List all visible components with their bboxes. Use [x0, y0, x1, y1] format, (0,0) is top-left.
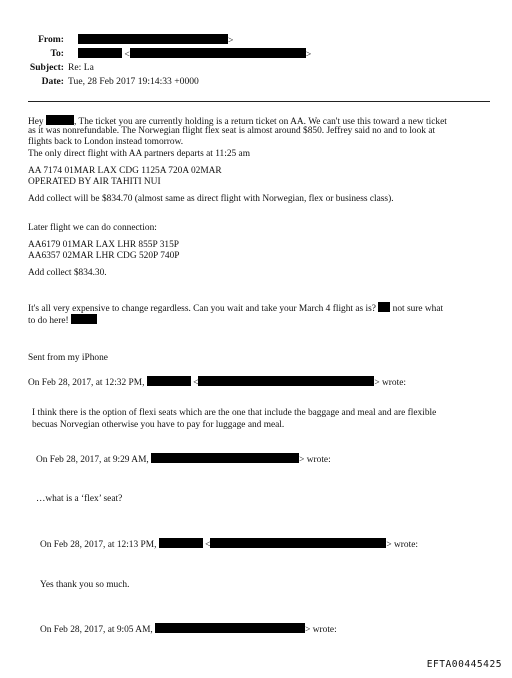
redacted-email — [151, 453, 299, 463]
body-line: It's all very expensive to change regardless. Can you wait and take your March 4 flight as is? not sure what — [28, 304, 444, 314]
redacted-signature — [71, 314, 97, 324]
redacted-to-name — [78, 48, 122, 58]
bates-number: EFTA00445425 — [426, 659, 502, 670]
to-lt: < — [124, 49, 130, 60]
quoted-body-line: Yes thank you so much. — [40, 580, 130, 590]
date-label: Date: — [41, 76, 64, 87]
quote-attribution: On Feb 28, 2017, at 12:13 PM, < > wrote: — [40, 540, 418, 550]
body-line: as it was nonrefundable. The Norwegian flight flex seat is almost around $850. Jeffrey said no and to look at — [28, 126, 436, 136]
redacted-email — [198, 376, 374, 386]
redacted-email — [210, 538, 386, 548]
quoted-body-line: I think there is the option of flexi seats which are the one that include the baggage and meal and are flexible — [32, 408, 437, 418]
subject-label: Subject: — [29, 62, 64, 73]
from-label: From: — [38, 34, 64, 45]
flight-itinerary-line: AA6357 02MAR LHR CDG 520P 740P — [28, 251, 180, 261]
to-label: To: — [50, 48, 64, 59]
quoted-body-line: becuas Norvegian otherwise you have to pay for luggage and meal. — [32, 420, 285, 430]
body-line: Add collect $834.30. — [28, 268, 107, 278]
flight-itinerary-line: OPERATED BY AIR TAHITI NUI — [28, 177, 161, 187]
body-line: flights back to London instead tomorrow. — [28, 137, 184, 147]
flight-itinerary-line: AA 7174 01MAR LAX CDG 1125A 720A 02MAR — [28, 166, 222, 176]
body-line: The only direct flight with AA partners departs at 11:25 am — [28, 149, 250, 159]
body-line: Later flight we can do connection: — [28, 223, 157, 233]
redacted-recipient-name — [46, 115, 74, 125]
quoted-body-line: …what is a ‘flex’ seat? — [36, 494, 123, 504]
body-line: Add collect will be $834.70 (almost same as direct flight with Norwegian, flex or business class). — [28, 194, 394, 204]
body-line: Hey , The ticket you are currently holding is a return ticket on AA. We can't use this toward a new ticket — [28, 117, 447, 127]
redacted-from-name — [78, 34, 228, 44]
redacted-name — [378, 302, 390, 312]
to-gt: > — [305, 49, 312, 60]
redacted-name — [159, 538, 203, 548]
redacted-email — [155, 623, 305, 633]
quote-attribution: On Feb 28, 2017, at 9:05 AM, > wrote: — [40, 625, 337, 635]
sent-from-line: Sent from my iPhone — [28, 353, 108, 363]
quote-attribution: On Feb 28, 2017, at 9:29 AM, > wrote: — [36, 455, 331, 465]
quote-attribution: On Feb 28, 2017, at 12:32 PM, < > wrote: — [28, 378, 406, 388]
flight-itinerary-line: AA6179 01MAR LAX LHR 855P 315P — [28, 240, 179, 250]
from-gt: > — [228, 35, 234, 46]
body-line: to do here! — [28, 314, 97, 328]
header-divider — [28, 101, 490, 102]
date-value: Tue, 28 Feb 2017 19:14:33 +0000 — [68, 76, 199, 87]
redacted-name — [147, 376, 191, 386]
subject-value: Re: La — [68, 62, 94, 73]
redacted-to-email — [130, 48, 306, 58]
